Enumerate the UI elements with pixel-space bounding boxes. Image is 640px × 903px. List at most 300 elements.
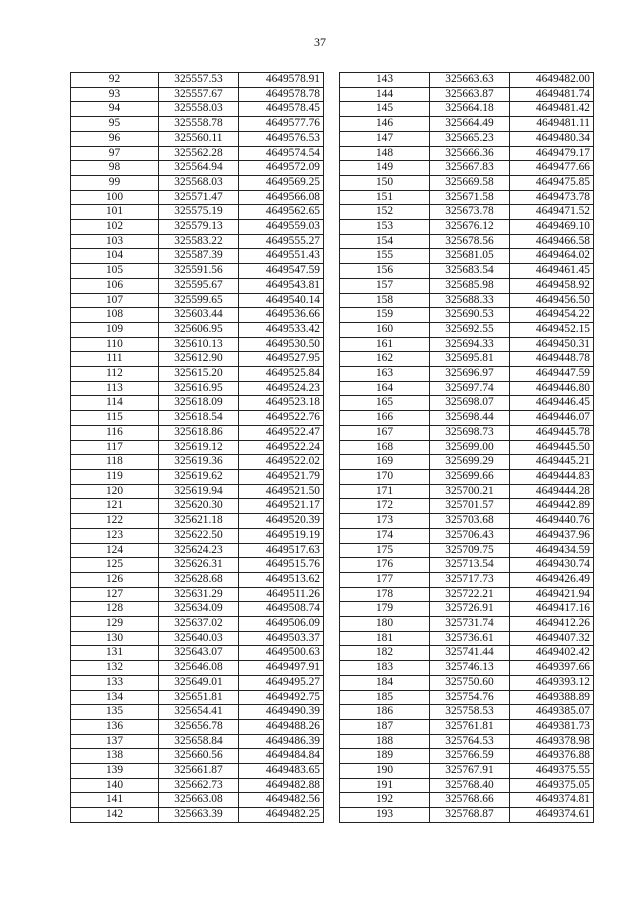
y-coordinate-cell: 4649426.49 xyxy=(510,572,594,587)
x-coordinate-cell: 325722.21 xyxy=(430,587,510,602)
table-row xyxy=(340,587,594,602)
y-coordinate-cell: 4649421.94 xyxy=(510,587,594,602)
x-coordinate-cell: 325664.18 xyxy=(430,102,510,117)
x-coordinate-cell: 325620.30 xyxy=(159,499,239,514)
point-number-cell: 96 xyxy=(71,131,159,146)
point-number-cell: 152 xyxy=(340,205,430,220)
point-number-cell: 160 xyxy=(340,322,430,337)
point-number-cell: 182 xyxy=(340,646,430,661)
y-coordinate-cell: 4649464.02 xyxy=(510,249,594,264)
table-row xyxy=(71,73,324,88)
table-row xyxy=(340,161,594,176)
y-coordinate-cell: 4649477.66 xyxy=(510,161,594,176)
point-number-cell: 106 xyxy=(71,278,159,293)
point-number-cell: 98 xyxy=(71,161,159,176)
y-coordinate-cell: 4649402.42 xyxy=(510,646,594,661)
point-number-cell: 130 xyxy=(71,631,159,646)
table-row xyxy=(71,631,324,646)
x-coordinate-cell: 325658.84 xyxy=(159,734,239,749)
table-row xyxy=(340,455,594,470)
point-number-cell: 113 xyxy=(71,381,159,396)
y-coordinate-cell: 4649430.74 xyxy=(510,558,594,573)
table-row xyxy=(340,793,594,808)
y-coordinate-cell: 4649506.09 xyxy=(239,617,324,632)
table-row xyxy=(340,117,594,132)
y-coordinate-cell: 4649521.79 xyxy=(239,469,324,484)
point-number-cell: 184 xyxy=(340,675,430,690)
x-coordinate-cell: 325690.53 xyxy=(430,308,510,323)
y-coordinate-cell: 4649551.43 xyxy=(239,249,324,264)
y-coordinate-cell: 4649446.80 xyxy=(510,381,594,396)
point-number-cell: 128 xyxy=(71,602,159,617)
x-coordinate-cell: 325678.56 xyxy=(430,234,510,249)
y-coordinate-cell: 4649525.84 xyxy=(239,367,324,382)
point-number-cell: 163 xyxy=(340,367,430,382)
point-number-cell: 103 xyxy=(71,234,159,249)
point-number-cell: 190 xyxy=(340,764,430,779)
point-number-cell: 93 xyxy=(71,87,159,102)
x-coordinate-cell: 325626.31 xyxy=(159,558,239,573)
point-number-cell: 185 xyxy=(340,690,430,705)
y-coordinate-cell: 4649566.08 xyxy=(239,190,324,205)
point-number-cell: 109 xyxy=(71,322,159,337)
x-coordinate-cell: 325634.09 xyxy=(159,602,239,617)
y-coordinate-cell: 4649442.89 xyxy=(510,499,594,514)
point-number-cell: 179 xyxy=(340,602,430,617)
x-coordinate-cell: 325619.36 xyxy=(159,455,239,470)
x-coordinate-cell: 325557.53 xyxy=(159,73,239,88)
x-coordinate-cell: 325628.68 xyxy=(159,572,239,587)
x-coordinate-cell: 325696.97 xyxy=(430,367,510,382)
x-coordinate-cell: 325557.67 xyxy=(159,87,239,102)
y-coordinate-cell: 4649481.42 xyxy=(510,102,594,117)
table-row xyxy=(340,469,594,484)
point-number-cell: 168 xyxy=(340,440,430,455)
y-coordinate-cell: 4649458.92 xyxy=(510,278,594,293)
point-number-cell: 107 xyxy=(71,293,159,308)
table-row xyxy=(340,205,594,220)
point-number-cell: 101 xyxy=(71,205,159,220)
table-row xyxy=(71,117,324,132)
y-coordinate-cell: 4649482.00 xyxy=(510,73,594,88)
point-number-cell: 116 xyxy=(71,425,159,440)
x-coordinate-cell: 325637.02 xyxy=(159,617,239,632)
point-number-cell: 165 xyxy=(340,396,430,411)
point-number-cell: 166 xyxy=(340,411,430,426)
x-coordinate-cell: 325618.09 xyxy=(159,396,239,411)
x-coordinate-cell: 325660.56 xyxy=(159,749,239,764)
point-number-cell: 121 xyxy=(71,499,159,514)
table-row xyxy=(71,469,324,484)
x-coordinate-cell: 325663.87 xyxy=(430,87,510,102)
point-number-cell: 114 xyxy=(71,396,159,411)
point-number-cell: 126 xyxy=(71,572,159,587)
x-coordinate-cell: 325560.11 xyxy=(159,131,239,146)
point-number-cell: 187 xyxy=(340,719,430,734)
point-number-cell: 156 xyxy=(340,264,430,279)
table-row xyxy=(340,514,594,529)
x-coordinate-cell: 325703.68 xyxy=(430,514,510,529)
x-coordinate-cell: 325717.73 xyxy=(430,572,510,587)
y-coordinate-cell: 4649417.16 xyxy=(510,602,594,617)
y-coordinate-cell: 4649484.84 xyxy=(239,749,324,764)
x-coordinate-cell: 325631.29 xyxy=(159,587,239,602)
table-row xyxy=(340,675,594,690)
table-row xyxy=(340,749,594,764)
y-coordinate-cell: 4649448.78 xyxy=(510,352,594,367)
point-number-cell: 127 xyxy=(71,587,159,602)
y-coordinate-cell: 4649452.15 xyxy=(510,322,594,337)
x-coordinate-cell: 325568.03 xyxy=(159,175,239,190)
x-coordinate-cell: 325643.07 xyxy=(159,646,239,661)
y-coordinate-cell: 4649446.07 xyxy=(510,411,594,426)
table-row xyxy=(340,337,594,352)
table-row xyxy=(71,734,324,749)
y-coordinate-cell: 4649445.21 xyxy=(510,455,594,470)
y-coordinate-cell: 4649521.50 xyxy=(239,484,324,499)
table-row xyxy=(71,425,324,440)
table-row xyxy=(71,528,324,543)
y-coordinate-cell: 4649481.74 xyxy=(510,87,594,102)
point-number-cell: 177 xyxy=(340,572,430,587)
x-coordinate-cell: 325699.29 xyxy=(430,455,510,470)
point-number-cell: 164 xyxy=(340,381,430,396)
y-coordinate-cell: 4649445.50 xyxy=(510,440,594,455)
table-row xyxy=(340,705,594,720)
x-coordinate-cell: 325603.44 xyxy=(159,308,239,323)
x-coordinate-cell: 325612.90 xyxy=(159,352,239,367)
y-coordinate-cell: 4649508.74 xyxy=(239,602,324,617)
table-row xyxy=(71,484,324,499)
y-coordinate-cell: 4649480.34 xyxy=(510,131,594,146)
y-coordinate-cell: 4649522.02 xyxy=(239,455,324,470)
coordinates-table-left xyxy=(70,72,324,823)
x-coordinate-cell: 325701.57 xyxy=(430,499,510,514)
y-coordinate-cell: 4649479.17 xyxy=(510,146,594,161)
table-row xyxy=(71,749,324,764)
x-coordinate-cell: 325575.19 xyxy=(159,205,239,220)
table-row xyxy=(340,367,594,382)
x-coordinate-cell: 325764.53 xyxy=(430,734,510,749)
y-coordinate-cell: 4649555.27 xyxy=(239,234,324,249)
table-row xyxy=(340,102,594,117)
table-row xyxy=(71,499,324,514)
page-number: 37 xyxy=(314,35,326,49)
point-number-cell: 117 xyxy=(71,440,159,455)
x-coordinate-cell: 325709.75 xyxy=(430,543,510,558)
point-number-cell: 139 xyxy=(71,764,159,779)
y-coordinate-cell: 4649456.50 xyxy=(510,293,594,308)
point-number-cell: 142 xyxy=(71,808,159,823)
x-coordinate-cell: 325562.28 xyxy=(159,146,239,161)
x-coordinate-cell: 325688.33 xyxy=(430,293,510,308)
table-row xyxy=(71,367,324,382)
table-row xyxy=(340,425,594,440)
x-coordinate-cell: 325615.20 xyxy=(159,367,239,382)
point-number-cell: 105 xyxy=(71,264,159,279)
coordinates-table-right xyxy=(339,72,594,823)
table-row xyxy=(340,73,594,88)
point-number-cell: 149 xyxy=(340,161,430,176)
x-coordinate-cell: 325671.58 xyxy=(430,190,510,205)
y-coordinate-cell: 4649412.26 xyxy=(510,617,594,632)
x-coordinate-cell: 325761.81 xyxy=(430,719,510,734)
y-coordinate-cell: 4649578.78 xyxy=(239,87,324,102)
table-row xyxy=(71,646,324,661)
y-coordinate-cell: 4649527.95 xyxy=(239,352,324,367)
table-row xyxy=(340,352,594,367)
point-number-cell: 143 xyxy=(340,73,430,88)
x-coordinate-cell: 325676.12 xyxy=(430,220,510,235)
x-coordinate-cell: 325663.63 xyxy=(430,73,510,88)
table-row xyxy=(340,617,594,632)
point-number-cell: 132 xyxy=(71,661,159,676)
table-row xyxy=(340,308,594,323)
x-coordinate-cell: 325663.08 xyxy=(159,793,239,808)
x-coordinate-cell: 325750.60 xyxy=(430,675,510,690)
x-coordinate-cell: 325616.95 xyxy=(159,381,239,396)
y-coordinate-cell: 4649375.05 xyxy=(510,778,594,793)
point-number-cell: 108 xyxy=(71,308,159,323)
y-coordinate-cell: 4649469.10 xyxy=(510,220,594,235)
x-coordinate-cell: 325754.76 xyxy=(430,690,510,705)
point-number-cell: 115 xyxy=(71,411,159,426)
point-number-cell: 141 xyxy=(71,793,159,808)
point-number-cell: 104 xyxy=(71,249,159,264)
y-coordinate-cell: 4649511.26 xyxy=(239,587,324,602)
y-coordinate-cell: 4649483.65 xyxy=(239,764,324,779)
table-row xyxy=(340,646,594,661)
point-number-cell: 99 xyxy=(71,175,159,190)
point-number-cell: 192 xyxy=(340,793,430,808)
table-row xyxy=(340,808,594,823)
table-row xyxy=(340,558,594,573)
point-number-cell: 133 xyxy=(71,675,159,690)
point-number-cell: 134 xyxy=(71,690,159,705)
x-coordinate-cell: 325599.65 xyxy=(159,293,239,308)
point-number-cell: 180 xyxy=(340,617,430,632)
x-coordinate-cell: 325591.56 xyxy=(159,264,239,279)
x-coordinate-cell: 325726.91 xyxy=(430,602,510,617)
table-row xyxy=(71,602,324,617)
y-coordinate-cell: 4649540.14 xyxy=(239,293,324,308)
y-coordinate-cell: 4649440.76 xyxy=(510,514,594,529)
table-row xyxy=(340,131,594,146)
table-row xyxy=(340,484,594,499)
table-row xyxy=(71,293,324,308)
point-number-cell: 131 xyxy=(71,646,159,661)
x-coordinate-cell: 325768.40 xyxy=(430,778,510,793)
y-coordinate-cell: 4649519.19 xyxy=(239,528,324,543)
y-coordinate-cell: 4649562.65 xyxy=(239,205,324,220)
point-number-cell: 176 xyxy=(340,558,430,573)
y-coordinate-cell: 4649482.88 xyxy=(239,778,324,793)
point-number-cell: 122 xyxy=(71,514,159,529)
x-coordinate-cell: 325654.41 xyxy=(159,705,239,720)
x-coordinate-cell: 325624.23 xyxy=(159,543,239,558)
x-coordinate-cell: 325606.95 xyxy=(159,322,239,337)
point-number-cell: 144 xyxy=(340,87,430,102)
table-row xyxy=(340,602,594,617)
y-coordinate-cell: 4649578.45 xyxy=(239,102,324,117)
point-number-cell: 169 xyxy=(340,455,430,470)
point-number-cell: 161 xyxy=(340,337,430,352)
table-row xyxy=(340,249,594,264)
x-coordinate-cell: 325619.94 xyxy=(159,484,239,499)
y-coordinate-cell: 4649578.91 xyxy=(239,73,324,88)
point-number-cell: 174 xyxy=(340,528,430,543)
y-coordinate-cell: 4649378.98 xyxy=(510,734,594,749)
table-row xyxy=(71,572,324,587)
x-coordinate-cell: 325664.49 xyxy=(430,117,510,132)
point-number-cell: 124 xyxy=(71,543,159,558)
x-coordinate-cell: 325564.94 xyxy=(159,161,239,176)
table-row xyxy=(340,661,594,676)
x-coordinate-cell: 325766.59 xyxy=(430,749,510,764)
point-number-cell: 178 xyxy=(340,587,430,602)
y-coordinate-cell: 4649559.03 xyxy=(239,220,324,235)
table-row xyxy=(71,337,324,352)
table-row xyxy=(71,558,324,573)
point-number-cell: 92 xyxy=(71,73,159,88)
point-number-cell: 193 xyxy=(340,808,430,823)
y-coordinate-cell: 4649454.22 xyxy=(510,308,594,323)
y-coordinate-cell: 4649524.23 xyxy=(239,381,324,396)
table-row xyxy=(71,411,324,426)
table-row xyxy=(340,499,594,514)
point-number-cell: 138 xyxy=(71,749,159,764)
point-number-cell: 150 xyxy=(340,175,430,190)
table-row xyxy=(71,764,324,779)
point-number-cell: 186 xyxy=(340,705,430,720)
point-number-cell: 183 xyxy=(340,661,430,676)
table-row xyxy=(71,234,324,249)
point-number-cell: 94 xyxy=(71,102,159,117)
table-row xyxy=(340,764,594,779)
y-coordinate-cell: 4649497.91 xyxy=(239,661,324,676)
table-row xyxy=(340,411,594,426)
point-number-cell: 119 xyxy=(71,469,159,484)
table-row xyxy=(71,352,324,367)
table-row xyxy=(340,440,594,455)
x-coordinate-cell: 325697.74 xyxy=(430,381,510,396)
table-row xyxy=(71,264,324,279)
y-coordinate-cell: 4649388.89 xyxy=(510,690,594,705)
point-number-cell: 170 xyxy=(340,469,430,484)
x-coordinate-cell: 325736.61 xyxy=(430,631,510,646)
table-row xyxy=(340,719,594,734)
y-coordinate-cell: 4649536.66 xyxy=(239,308,324,323)
y-coordinate-cell: 4649522.24 xyxy=(239,440,324,455)
point-number-cell: 157 xyxy=(340,278,430,293)
x-coordinate-cell: 325681.05 xyxy=(430,249,510,264)
x-coordinate-cell: 325713.54 xyxy=(430,558,510,573)
point-number-cell: 191 xyxy=(340,778,430,793)
table-row xyxy=(71,617,324,632)
point-number-cell: 153 xyxy=(340,220,430,235)
x-coordinate-cell: 325571.47 xyxy=(159,190,239,205)
y-coordinate-cell: 4649515.76 xyxy=(239,558,324,573)
point-number-cell: 154 xyxy=(340,234,430,249)
table-row xyxy=(71,675,324,690)
x-coordinate-cell: 325640.03 xyxy=(159,631,239,646)
table-row xyxy=(340,572,594,587)
point-number-cell: 129 xyxy=(71,617,159,632)
y-coordinate-cell: 4649385.07 xyxy=(510,705,594,720)
y-coordinate-cell: 4649482.25 xyxy=(239,808,324,823)
point-number-cell: 97 xyxy=(71,146,159,161)
x-coordinate-cell: 325646.08 xyxy=(159,661,239,676)
point-number-cell: 173 xyxy=(340,514,430,529)
y-coordinate-cell: 4649397.66 xyxy=(510,661,594,676)
point-number-cell: 110 xyxy=(71,337,159,352)
table-row xyxy=(340,734,594,749)
x-coordinate-cell: 325706.43 xyxy=(430,528,510,543)
x-coordinate-cell: 325692.55 xyxy=(430,322,510,337)
x-coordinate-cell: 325619.12 xyxy=(159,440,239,455)
x-coordinate-cell: 325618.86 xyxy=(159,425,239,440)
x-coordinate-cell: 325662.73 xyxy=(159,778,239,793)
point-number-cell: 147 xyxy=(340,131,430,146)
y-coordinate-cell: 4649576.53 xyxy=(239,131,324,146)
x-coordinate-cell: 325656.78 xyxy=(159,719,239,734)
x-coordinate-cell: 325685.98 xyxy=(430,278,510,293)
table-row xyxy=(340,631,594,646)
point-number-cell: 102 xyxy=(71,220,159,235)
point-number-cell: 123 xyxy=(71,528,159,543)
table-row xyxy=(340,690,594,705)
y-coordinate-cell: 4649486.39 xyxy=(239,734,324,749)
table-row xyxy=(340,234,594,249)
y-coordinate-cell: 4649376.88 xyxy=(510,749,594,764)
point-number-cell: 137 xyxy=(71,734,159,749)
y-coordinate-cell: 4649488.26 xyxy=(239,719,324,734)
table-row xyxy=(71,278,324,293)
x-coordinate-cell: 325698.07 xyxy=(430,396,510,411)
table-row xyxy=(340,190,594,205)
point-number-cell: 146 xyxy=(340,117,430,132)
table-row xyxy=(71,161,324,176)
table-row xyxy=(71,455,324,470)
table-row xyxy=(340,293,594,308)
x-coordinate-cell: 325768.66 xyxy=(430,793,510,808)
y-coordinate-cell: 4649444.28 xyxy=(510,484,594,499)
y-coordinate-cell: 4649374.81 xyxy=(510,793,594,808)
y-coordinate-cell: 4649481.11 xyxy=(510,117,594,132)
table-row xyxy=(71,308,324,323)
y-coordinate-cell: 4649381.73 xyxy=(510,719,594,734)
x-coordinate-cell: 325661.87 xyxy=(159,764,239,779)
y-coordinate-cell: 4649574.54 xyxy=(239,146,324,161)
x-coordinate-cell: 325700.21 xyxy=(430,484,510,499)
x-coordinate-cell: 325698.44 xyxy=(430,411,510,426)
x-coordinate-cell: 325649.01 xyxy=(159,675,239,690)
x-coordinate-cell: 325698.73 xyxy=(430,425,510,440)
y-coordinate-cell: 4649447.59 xyxy=(510,367,594,382)
point-number-cell: 172 xyxy=(340,499,430,514)
table-row xyxy=(71,719,324,734)
x-coordinate-cell: 325767.91 xyxy=(430,764,510,779)
table-row xyxy=(71,440,324,455)
table-row xyxy=(71,793,324,808)
y-coordinate-cell: 4649374.61 xyxy=(510,808,594,823)
y-coordinate-cell: 4649520.39 xyxy=(239,514,324,529)
y-coordinate-cell: 4649466.58 xyxy=(510,234,594,249)
y-coordinate-cell: 4649513.62 xyxy=(239,572,324,587)
point-number-cell: 162 xyxy=(340,352,430,367)
y-coordinate-cell: 4649407.32 xyxy=(510,631,594,646)
point-number-cell: 100 xyxy=(71,190,159,205)
